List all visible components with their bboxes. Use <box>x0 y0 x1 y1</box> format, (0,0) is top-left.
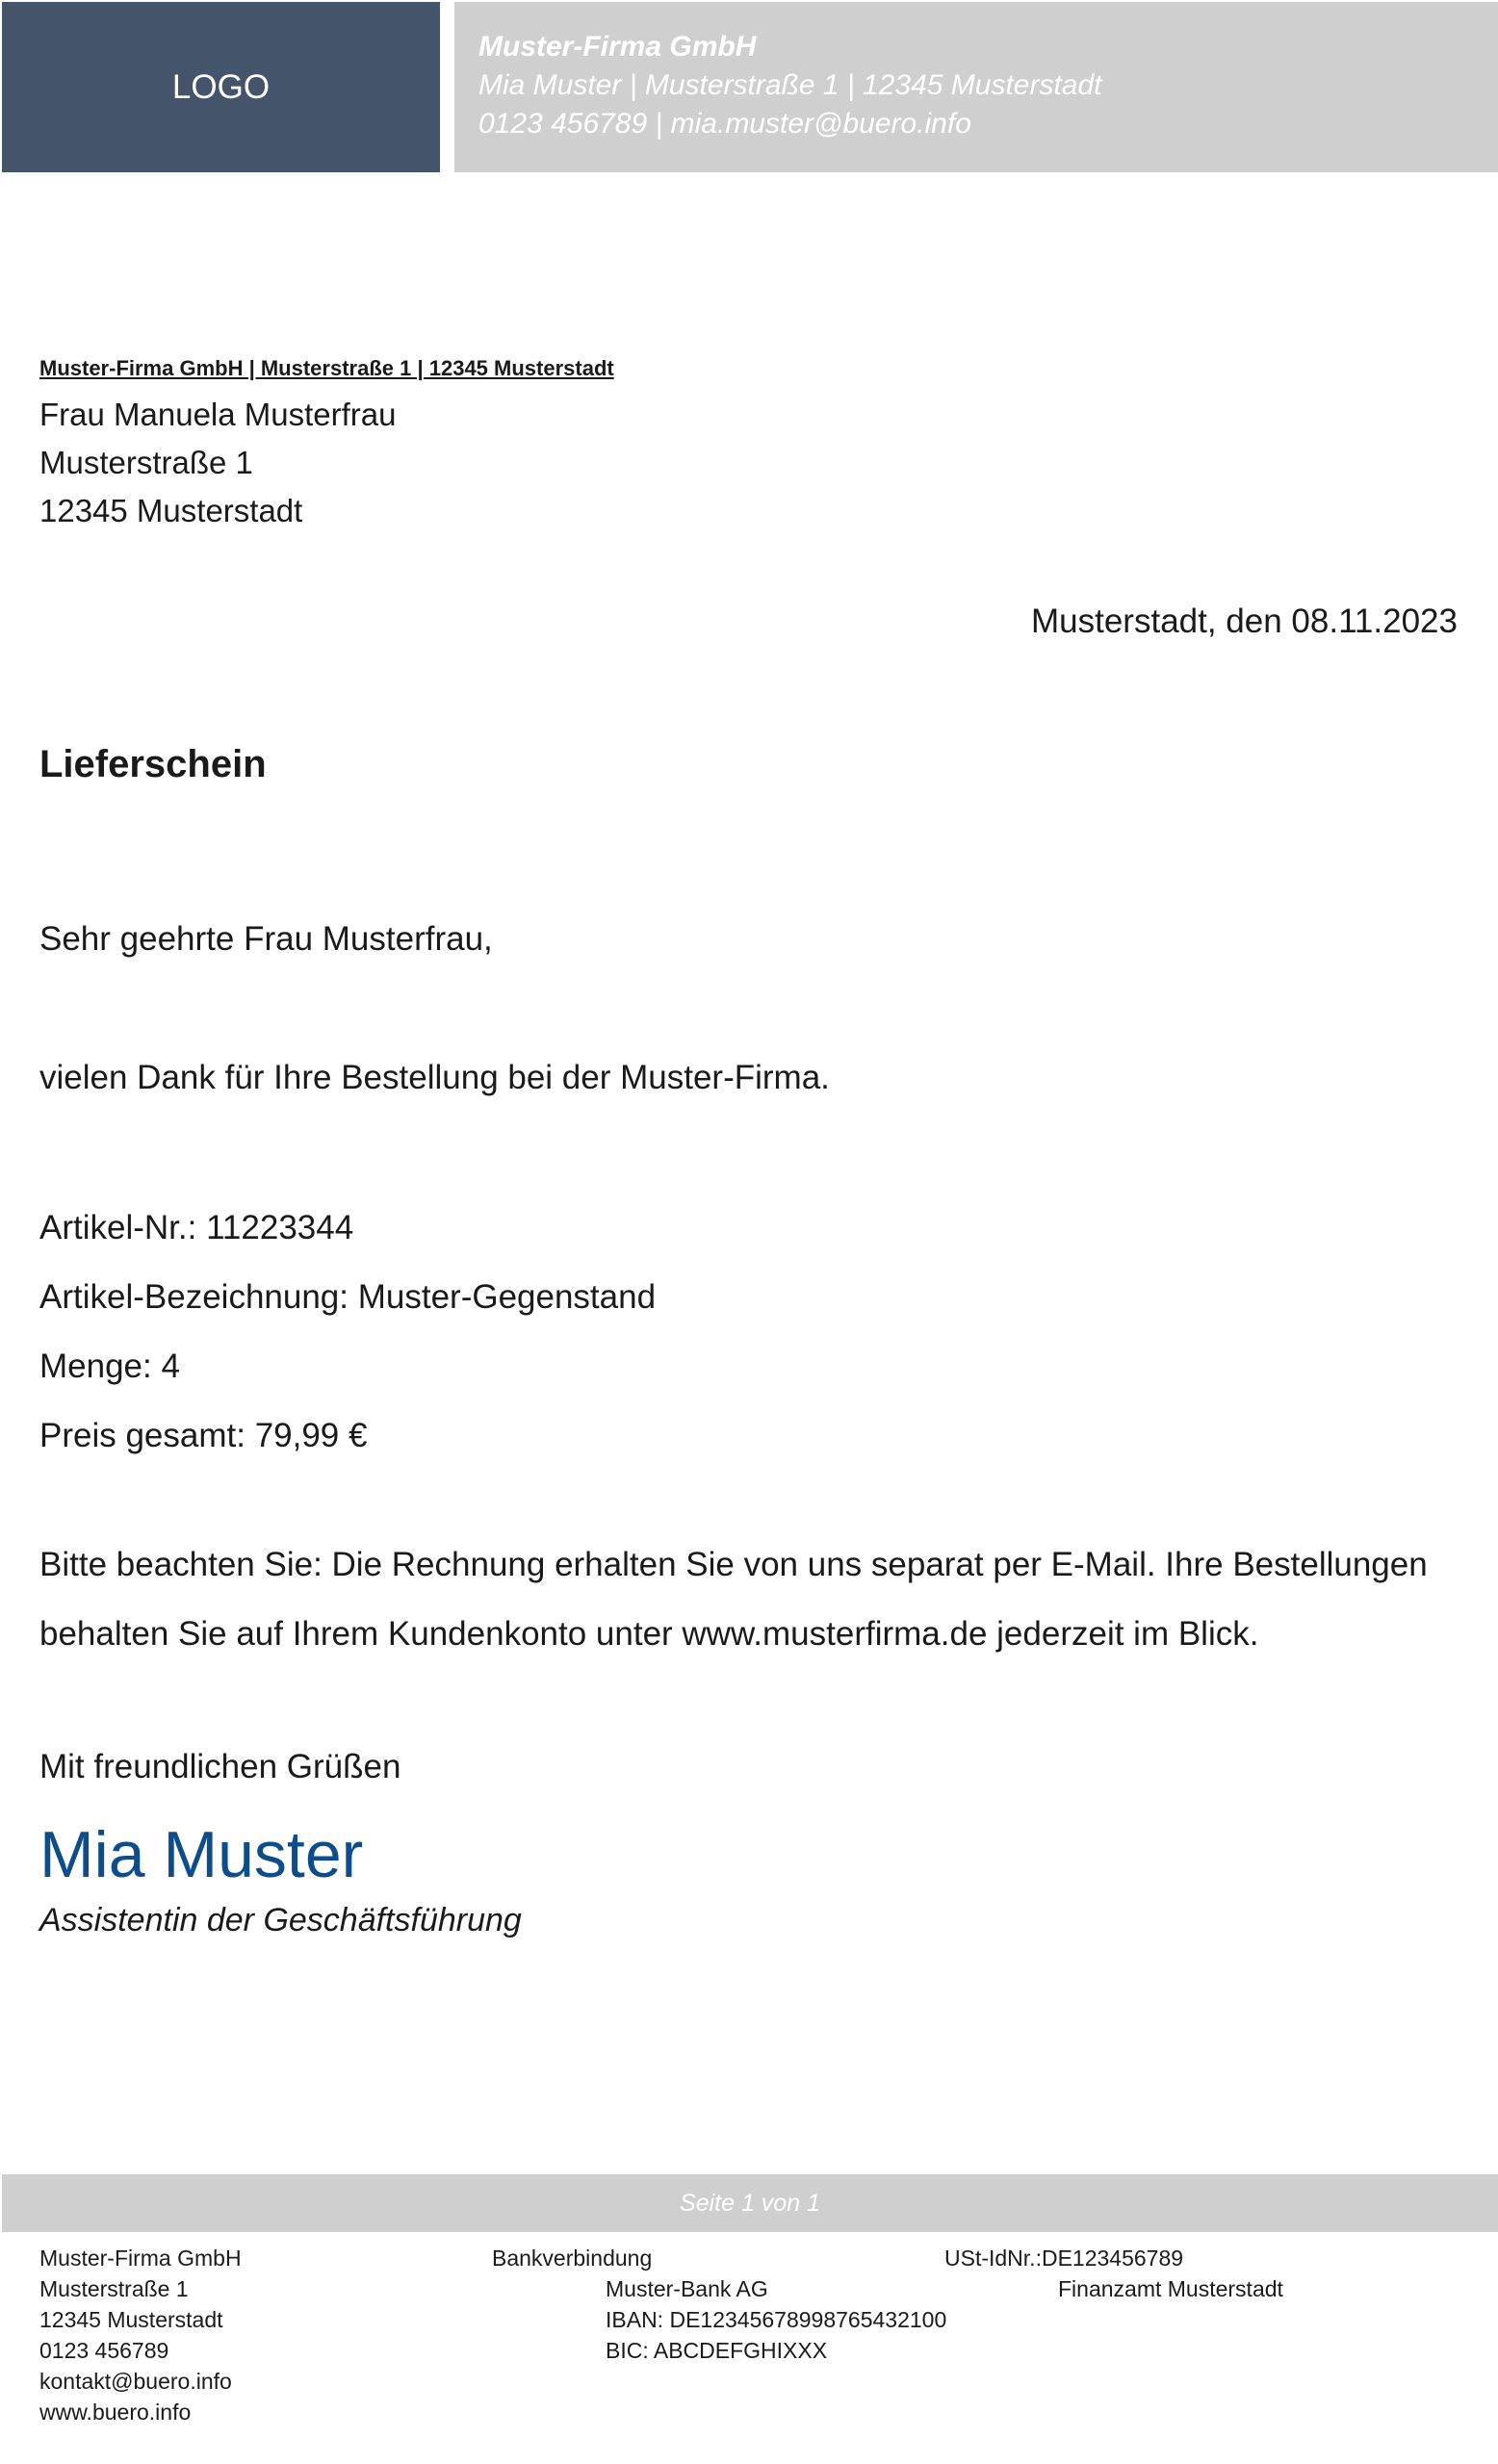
footer-vat-id: USt-IdNr.:DE123456789 <box>944 2246 1184 2271</box>
letterhead-contact-line-1: Mia Muster | Musterstraße 1 | 12345 Musterstadt <box>478 69 1102 101</box>
page-indicator-bar <box>2 2174 1498 2232</box>
footer-bank-heading: Bankverbindung <box>492 2246 653 2271</box>
signature: Mia Muster <box>39 1818 364 1891</box>
footer-bank <box>606 2273 946 2366</box>
item-total-price: Preis gesamt: 79,99 € <box>39 1417 368 1454</box>
item-quantity: Menge: 4 <box>39 1348 180 1385</box>
letter-date: Musterstadt, den 08.11.2023 <box>1031 603 1458 640</box>
item-number: Artikel-Nr.: 11223344 <box>39 1209 354 1246</box>
footer-company-email: kontakt@buero.info <box>39 2369 232 2394</box>
note-paragraph: Bitte beachten Sie: Die Rechnung erhalten Sie von uns separat per E-Mail. Ihre Bestellungen behalten Sie auf Ihrem Kundenkonto unter www.musterfirma.de jederzeit im Blick. <box>39 1546 1428 1653</box>
logo-text: LOGO <box>171 67 271 106</box>
recipient-street: Musterstraße 1 <box>39 445 253 480</box>
document-title: Lieferschein <box>39 743 267 785</box>
thanks-paragraph: vielen Dank für Ihre Bestellung bei der Muster-Firma. <box>39 1059 830 1096</box>
closing: Mit freundlichen Grüßen <box>39 1748 401 1785</box>
footer-tax-office: Finanzamt Musterstadt <box>1058 2276 1283 2301</box>
page-indicator: Seite 1 von 1 <box>680 2189 820 2217</box>
logo <box>2 2 440 172</box>
signature-title: Assistentin der Geschäftsführung <box>39 1902 522 1938</box>
footer-bank-name: Muster-Bank AG <box>606 2276 768 2301</box>
letterhead-company-name: Muster-Firma GmbH <box>478 31 757 63</box>
sender-return-address: Muster-Firma GmbH | Musterstraße 1 | 12345 Musterstadt <box>39 356 614 380</box>
footer-company-phone: 0123 456789 <box>39 2338 169 2363</box>
item-name: Artikel-Bezeichnung: Muster-Gegenstand <box>39 1278 657 1316</box>
recipient-city: 12345 Musterstadt <box>39 493 303 528</box>
letterhead-contact-line-2: 0123 456789 | mia.muster@buero.info <box>478 108 971 140</box>
recipient-name: Frau Manuela Musterfrau <box>39 397 397 432</box>
footer-company <box>39 2243 242 2427</box>
footer-bank-bic: BIC: ABCDEFGHIXXX <box>606 2338 828 2363</box>
letterhead <box>454 2 1498 172</box>
footer-company-website: www.buero.info <box>39 2400 192 2425</box>
footer-company-city: 12345 Musterstadt <box>39 2307 223 2332</box>
footer-company-name: Muster-Firma GmbH <box>39 2246 242 2271</box>
item-details <box>39 1194 656 1471</box>
footer-bank-iban: IBAN: DE12345678998765432100 <box>606 2307 947 2332</box>
footer-company-street: Musterstraße 1 <box>39 2276 189 2301</box>
recipient-address <box>39 391 397 535</box>
salutation: Sehr geehrte Frau Musterfrau, <box>39 920 493 958</box>
